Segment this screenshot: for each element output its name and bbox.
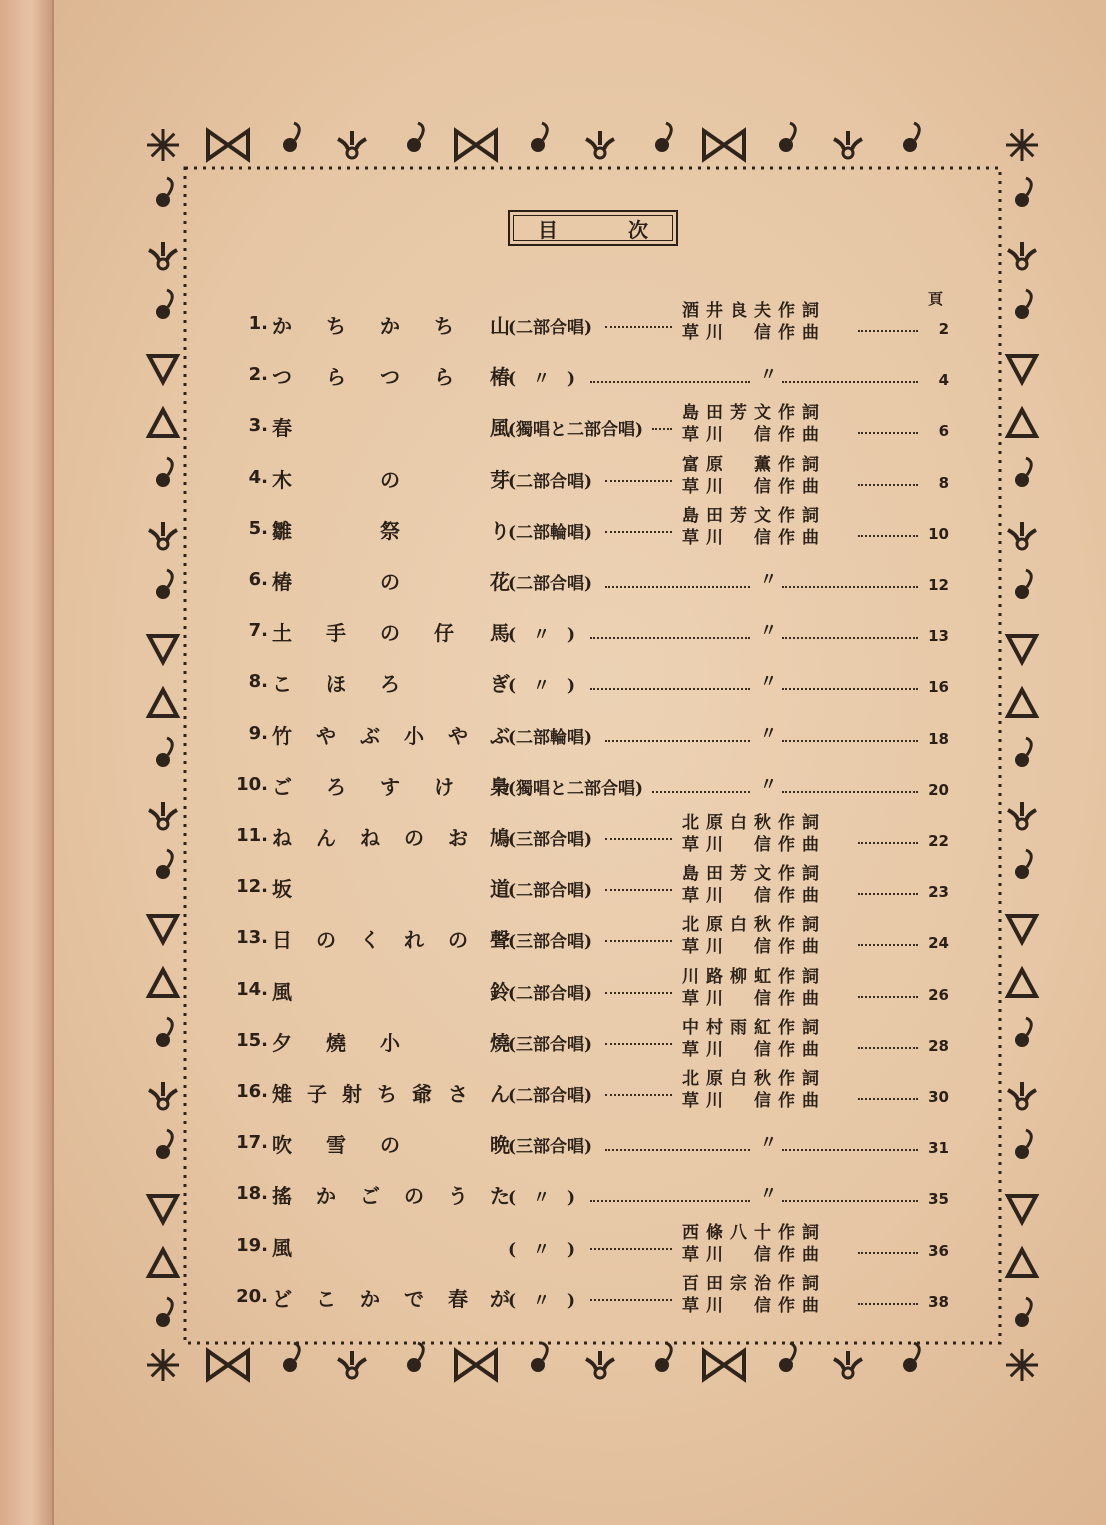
toc-heading [508,210,678,246]
entry-title-char: す [380,774,400,799]
star-ornament [1006,1349,1038,1381]
toc-entry [0,1119,1106,1169]
dot-leader [590,381,751,383]
entry-page-number: 10 [928,524,949,543]
flower-ornament [149,242,177,269]
tadpole-ornament [779,1343,795,1372]
entry-title-char: ん [490,1082,510,1106]
entry-credit: 草川 信作曲 [682,1244,826,1265]
entry-credit-ditto: 〃 [760,774,777,795]
entry-title-char: さ [448,1082,468,1106]
flower-ornament [586,131,614,158]
star-ornament [1006,129,1038,161]
entry-voicing: (二部合唱) [508,574,593,594]
entry-title-char: 射 [342,1082,362,1106]
entry-title-char: か [360,1286,380,1311]
entry-credit: 草川 信作曲 [682,323,826,343]
entry-credit: 百田宗治作詞 [682,1273,826,1294]
flower-ornament [834,131,862,158]
entry-credit-ditto: 〃 [760,1133,777,1154]
entry-title-char: ち [434,314,454,338]
entry-title-char: ち [326,314,346,338]
entry-title-char: 晩 [490,1133,510,1158]
entry-voicing: (三部合唱) [508,932,593,953]
toc-entry [0,300,1106,350]
toc-entry [0,966,1106,1016]
dot-leader [782,1200,918,1202]
entry-title-char: 風 [490,416,510,441]
entry-title-char: 梟 [490,774,510,799]
entry-page-number: 8 [938,473,949,492]
entry-page-number: 35 [928,1190,949,1209]
star-ornament [147,129,179,161]
entry-credit: 西條八十作詞 [682,1222,826,1243]
toc-entry [0,1017,1106,1067]
dot-leader [782,637,918,639]
entry-title-char: れ [404,928,424,953]
toc-entry [0,454,1106,504]
entry-number: 9. [248,722,268,744]
entry-title-char: 爺 [412,1082,432,1106]
entry-title-char: お [448,826,468,850]
entry-title-char: 燒 [326,1030,346,1055]
entry-title-char: の [380,621,400,646]
bowtie-ornament [456,131,496,159]
dot-leader [782,1149,918,1151]
entry-title-char: ぶ [490,723,510,748]
bowtie-ornament [704,1351,744,1379]
toc-entry [0,1068,1106,1118]
entry-title-char: 吹 [272,1133,292,1158]
toc-entry [0,710,1106,760]
entry-credit: 草川 信作曲 [682,886,826,907]
toc-entry [0,1222,1106,1272]
dot-leader [605,740,750,742]
entry-title-char: 土 [272,621,292,646]
entry-title-char: ら [434,365,454,390]
star-ornament [147,1349,179,1381]
entry-page-number: 38 [928,1292,949,1311]
tadpole-ornament [156,178,172,207]
entry-credit-ditto: 〃 [760,621,777,642]
entry-number: 13. [236,927,268,949]
toc-entry [0,351,1106,401]
entry-voicing: ( 〃 ) [508,676,576,697]
tadpole-ornament [779,123,795,152]
entry-title-char: ぶ [360,723,380,748]
dot-leader [652,428,673,430]
tadpole-ornament [283,123,299,152]
entry-number: 18. [236,1183,268,1205]
entry-title-char: の [380,570,400,594]
flower-ornament [586,1351,614,1378]
dot-leader [782,586,918,588]
entry-voicing: (二部合唱) [508,881,593,902]
tadpole-ornament [903,123,919,152]
entry-credit-ditto: 〃 [760,365,777,386]
entry-title-char: つ [272,365,292,390]
tadpole-ornament [407,123,423,152]
toc-entry [0,761,1106,811]
entry-title-char: 坂 [272,877,292,902]
dot-leader [605,1094,672,1096]
entry-title-char: 馬 [490,621,510,646]
entry-credit-ditto: 〃 [760,672,777,693]
entry-number: 20. [236,1285,268,1307]
entry-voicing: ( 〃 ) [508,1239,576,1260]
tadpole-ornament [655,1343,671,1372]
flower-ornament [338,1351,366,1378]
dot-leader [605,480,672,482]
dot-leader [605,531,672,533]
entry-credit: 北原白秋作詞 [682,1069,826,1089]
dot-leader [782,791,918,793]
entry-page-number: 36 [928,1241,949,1260]
toc-heading-left: 目 [538,217,558,242]
entry-title-char: 仔 [434,621,454,646]
entry-credit-ditto: 〃 [760,1184,777,1205]
entry-title-char: ね [360,826,380,850]
entry-voicing: (三部合唱) [508,830,593,850]
entry-title-char: う [448,1184,468,1209]
entry-number: 8. [248,671,268,693]
toc-entry [0,607,1106,657]
entry-title-char: や [316,723,336,748]
entry-number: 10. [236,773,268,795]
entry-title-char: の [448,928,468,953]
entry-credit: 草川 信作曲 [682,527,826,548]
entry-title-char: 雛 [272,518,292,543]
entry-credit: 北原白秋作詞 [682,813,826,833]
entry-page-number: 28 [928,1036,949,1055]
entry-title-char: ろ [380,672,400,697]
entry-title-char: け [434,774,454,799]
dot-leader [652,791,751,793]
entry-voicing: ( 〃 ) [508,625,576,646]
entry-title-char: た [490,1184,510,1209]
toc-entry [0,1273,1106,1323]
flower-ornament [1008,242,1036,269]
toc-entry [0,914,1106,964]
bowtie-ornament [704,131,744,159]
entry-title-char: 竹 [272,723,292,748]
dot-leader [605,992,672,994]
dot-leader [605,586,750,588]
entry-page-number: 26 [928,985,949,1004]
entry-title-char: 花 [490,570,510,594]
entry-credit: 草川 信作曲 [682,988,826,1009]
entry-title-char: 鈴 [490,979,510,1004]
entry-title-char: 芽 [490,467,510,492]
entry-credit: 島田芳文作詞 [682,864,826,885]
entry-page-number: 23 [928,883,949,902]
entry-title-char: の [404,826,424,850]
entry-page-number: 22 [928,832,949,850]
dot-leader [605,838,672,840]
dot-leader [590,1248,673,1250]
entry-voicing: (二部輪唱) [508,727,593,748]
entry-number: 12. [236,876,268,898]
toc-heading-right: 次 [628,217,648,242]
dot-leader [782,688,918,690]
entry-number: 19. [236,1234,268,1256]
entry-voicing: (二部合唱) [508,471,593,492]
entry-title-char: 春 [448,1286,468,1311]
entry-title-char: ほ [326,672,346,697]
entry-title-char: 椿 [272,570,292,594]
entry-title-char: 小 [404,723,424,748]
entry-title-char: 椿 [490,365,510,390]
entry-title-char: の [380,1133,400,1158]
entry-title-char: こ [316,1286,336,1311]
entry-title-char: こ [272,672,292,697]
tadpole-ornament [407,1343,423,1372]
tadpole-ornament [655,123,671,152]
tadpole-ornament [1015,178,1031,207]
entry-number: 16. [236,1081,268,1102]
entry-voicing: (三部合唱) [508,1137,593,1158]
page-column-label: 頁 [928,290,944,308]
dot-leader [605,326,672,328]
entry-number: 11. [236,825,268,846]
entry-credit: 川路柳虹作詞 [682,966,826,987]
entry-credit: 島田芳文作詞 [682,403,826,424]
toc-entry [0,1170,1106,1220]
tadpole-ornament [531,123,547,152]
entry-title-char: 夕 [272,1030,292,1055]
entry-title-char: 聲 [490,928,510,953]
entry-credit: 草川 信作曲 [682,425,826,446]
entry-title-char: ち [377,1082,397,1106]
entry-title-char: 雪 [326,1133,346,1158]
entry-number: 1. [248,313,268,334]
entry-credit-ditto: 〃 [760,723,777,744]
entry-number: 2. [248,364,268,386]
entry-number: 5. [248,517,268,539]
entry-page-number: 31 [928,1139,949,1158]
tadpole-ornament [531,1343,547,1372]
dot-leader [782,740,918,742]
entry-voicing: (三部合唱) [508,1034,593,1055]
toc-entry [0,812,1106,862]
entry-page-number: 6 [938,422,949,441]
dot-leader [590,1200,751,1202]
entry-title-char: ご [360,1184,380,1209]
entry-credit: 島田芳文作詞 [682,505,826,526]
entry-title-char: 日 [272,928,292,953]
entry-page-number: 20 [928,780,949,799]
entry-page-number: 30 [928,1088,949,1106]
dot-leader [590,1299,673,1301]
toc-entry [0,505,1106,555]
entry-page-number: 13 [928,627,949,646]
flower-ornament [338,131,366,158]
entry-title-char: ご [272,774,292,799]
entry-title-char: く [360,928,380,953]
entry-credit: 中村雨紅作詞 [682,1017,826,1038]
entry-title-char: や [448,723,468,748]
entry-credit: 北原白秋作詞 [682,915,826,936]
entry-page-number: 4 [938,371,949,390]
entry-title-char: ね [272,826,292,850]
entry-title-char: 搖 [272,1184,292,1209]
entry-voicing: ( 〃 ) [508,1188,576,1209]
dot-leader [590,637,751,639]
entry-title-char: か [272,314,292,338]
dot-leader [782,381,918,383]
tadpole-ornament [903,1343,919,1372]
bowtie-ornament [208,131,248,159]
dot-leader [605,1043,672,1045]
entry-title-char: で [404,1286,424,1311]
toc-entry [0,402,1106,452]
toc-entry [0,863,1106,913]
entry-credit: 草川 信作曲 [682,835,826,855]
entry-title-char: つ [380,365,400,390]
dot-leader [605,889,672,891]
entry-title-char: 子 [307,1082,327,1106]
entry-title-char: 木 [272,467,292,492]
dot-leader [605,1149,750,1151]
entry-title-char: の [316,928,336,953]
bowtie-ornament [208,1351,248,1379]
entry-title-char: 春 [272,416,292,441]
entry-voicing: (二部輪唱) [508,522,593,543]
entry-number: 15. [236,1029,268,1051]
bowtie-ornament [456,1351,496,1379]
entry-title-char: 祭 [380,518,400,543]
dot-leader [605,940,672,942]
entry-number: 17. [236,1132,268,1154]
entry-title-char: 燒 [490,1030,510,1055]
entry-title-char: り [490,518,510,543]
entry-credit: 草川 信作曲 [682,476,826,497]
entry-voicing: ( 〃 ) [508,369,576,390]
entry-title-char: ん [316,826,336,850]
entry-number: 7. [248,620,268,642]
toc-entry [0,658,1106,708]
flower-ornament [834,1351,862,1378]
entry-title-char: 山 [490,314,510,338]
entry-title-char: の [404,1184,424,1209]
entry-title-char: ぎ [490,672,510,697]
entry-title-char: の [380,467,400,492]
entry-title-char: か [316,1184,336,1209]
entry-voicing: (二部合唱) [508,318,593,338]
entry-title-char: 手 [326,621,346,646]
entry-voicing: (二部合唱) [508,983,593,1004]
entry-credit-ditto: 〃 [760,570,777,590]
entry-title-char: 風 [272,979,292,1004]
entry-number: 4. [248,466,268,488]
entry-number: 3. [248,415,268,437]
entry-page-number: 18 [928,729,949,748]
entry-credit: 草川 信作曲 [682,937,826,958]
entry-page-number: 16 [928,678,949,697]
entry-title-char: ら [326,365,346,390]
entry-voicing: (獨唱と二部合唱) [508,420,644,441]
entry-title-char: 小 [380,1030,400,1055]
entry-title-char: 風 [272,1235,292,1260]
entry-credit: 草川 信作曲 [682,1295,826,1316]
entry-title-char: ろ [326,774,346,799]
dot-leader [590,688,751,690]
entry-title-char: 雉 [272,1082,292,1106]
entry-credit: 草川 信作曲 [682,1039,826,1060]
toc-entry [0,556,1106,606]
entry-voicing: (獨唱と二部合唱) [508,778,644,799]
tadpole-ornament [283,1343,299,1372]
entry-title-char: が [490,1286,510,1311]
entry-number: 14. [236,978,268,1000]
entry-title-char: ど [272,1286,292,1311]
entry-voicing: ( 〃 ) [508,1290,576,1311]
entry-voicing: (二部合唱) [508,1086,593,1106]
entry-credit: 草川 信作曲 [682,1091,826,1111]
entry-page-number: 24 [928,934,949,953]
entry-credit: 富原 薫作詞 [682,454,826,475]
entry-number: 6. [248,569,268,590]
entry-page-number: 12 [928,576,949,594]
entry-page-number: 2 [938,320,949,338]
entry-title-char: 道 [490,877,510,902]
entry-title-char: 鳩 [490,826,510,850]
entry-credit: 酒井良夫作詞 [682,301,826,321]
entry-title-char: か [380,314,400,338]
